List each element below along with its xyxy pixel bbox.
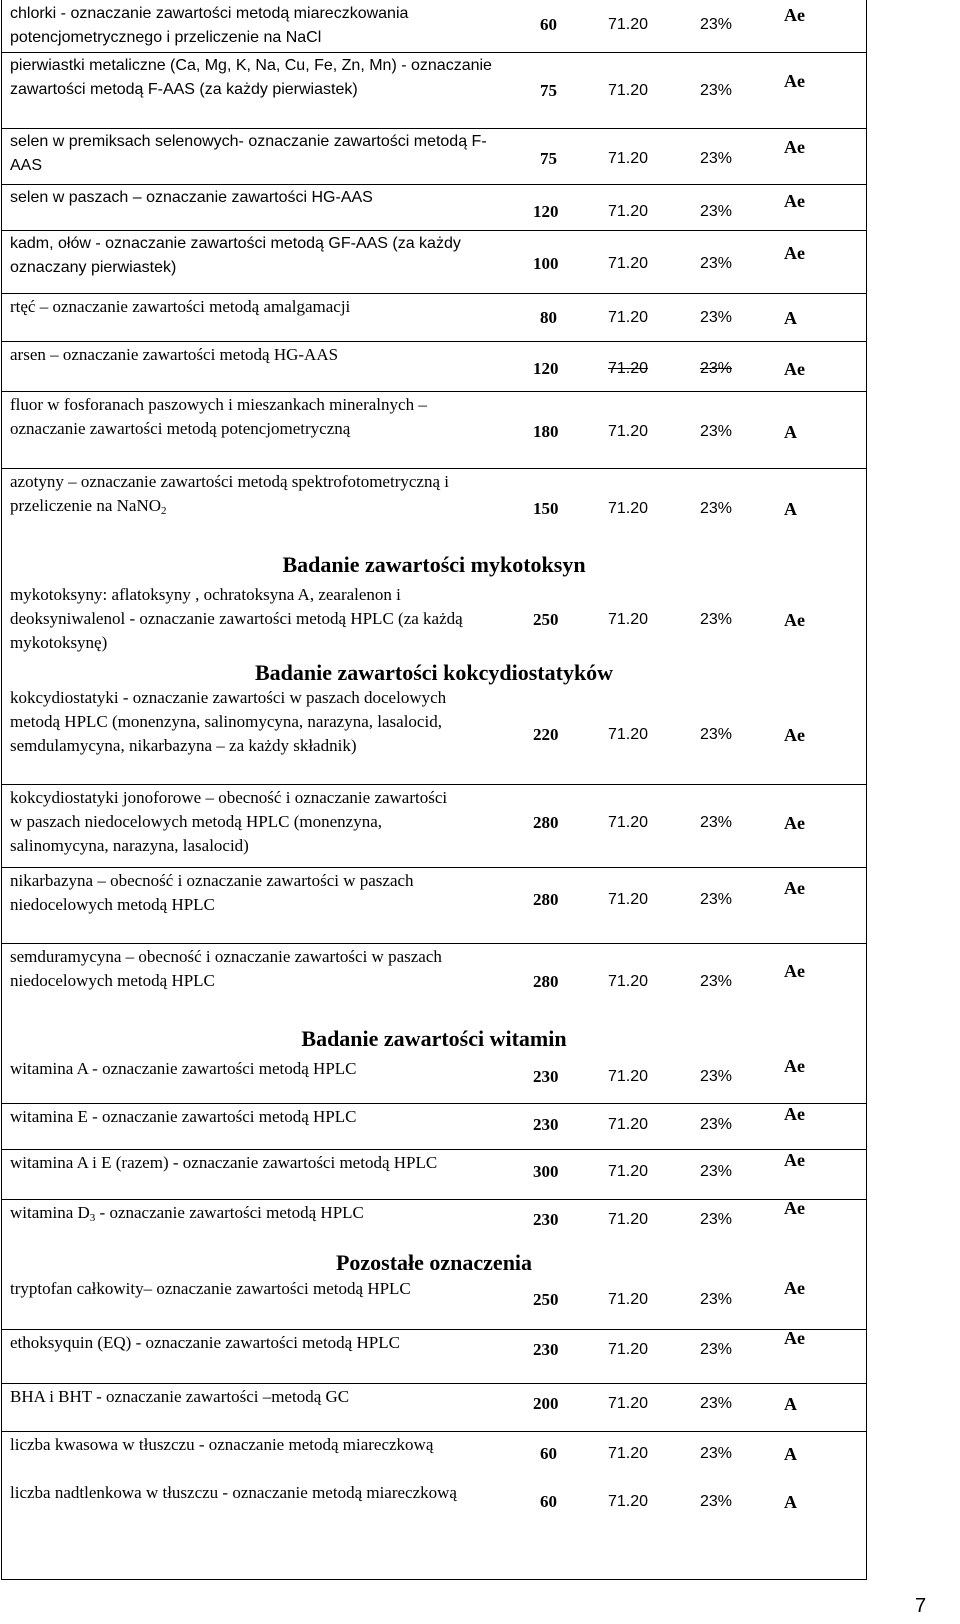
test-description (10, 869, 450, 917)
table-row (2, 341, 866, 392)
price-value: 200 (533, 1394, 559, 1413)
description-text: semduramycyna – obecność i oznaczanie zawartości w paszach niedocelowych metodą HPLC (10, 947, 442, 990)
table-row (2, 1479, 866, 1531)
vat-value: 23% (700, 309, 733, 326)
table-row (2, 1199, 866, 1243)
vat-value: 23% (700, 255, 733, 272)
rate-value: 71.20 (608, 1116, 649, 1133)
price-value: 60 (540, 1492, 557, 1511)
accreditation-mark: A (784, 308, 797, 328)
price-value: 180 (533, 422, 559, 441)
table-row (2, 1431, 866, 1479)
description-text: liczba kwasowa w tłuszczu - oznaczanie metodą miareczkową (10, 1435, 434, 1454)
test-description (10, 1057, 530, 1081)
vat-value: 23% (700, 423, 733, 440)
vat-value: 23% (700, 500, 733, 517)
price-value: 230 (533, 1115, 559, 1134)
test-description (10, 343, 510, 367)
accreditation-mark: Ae (784, 1104, 805, 1124)
price-value: 280 (533, 972, 559, 991)
table-row (2, 293, 866, 342)
table-row (2, 468, 866, 545)
section-heading: Badanie zawartości witamin (301, 1026, 567, 1051)
table-row (2, 943, 866, 1019)
accreditation-mark: Ae (784, 961, 805, 981)
price-value: 75 (540, 149, 557, 168)
vat-value: 23% (700, 1116, 733, 1133)
vat-value: 23% (700, 82, 733, 99)
accreditation-mark: A (784, 1444, 797, 1464)
description-text: BHA i BHT - oznaczanie zawartości –metodą GC (10, 1387, 350, 1406)
price-value: 250 (533, 610, 559, 629)
test-description (10, 2, 500, 50)
vat-value: 23% (700, 1163, 733, 1180)
accreditation-mark: A (784, 422, 797, 442)
description-text: chlorki - oznaczanie zawartości metodą miareczkowania potencjometrycznego i przeliczenie na NaCl (10, 5, 409, 46)
test-description (10, 232, 500, 280)
rate-value: 71.20 (608, 1395, 649, 1412)
accreditation-mark: Ae (784, 137, 805, 157)
rate-value: 71.20 (608, 1211, 649, 1228)
description-text: arsen – oznaczanie zawartości metodą HG-AAS (10, 345, 339, 364)
description-text: fluor w fosforanach paszowych i mieszankach mineralnych – oznaczanie zawartości metodą potencjometryczną (10, 395, 427, 438)
test-description (10, 1277, 450, 1301)
vat-value: 23% (700, 814, 733, 831)
accreditation-mark: Ae (784, 191, 805, 211)
description-text: kokcydiostatyki - oznaczanie zawartości w paszach docelowych metodą HPLC (monenzyna, salinomycyna, narazyna, lasalocid, semdulamycyna, nikarbazyna – za każdy składnik) (10, 688, 447, 755)
description-text: witamina D (10, 1203, 90, 1222)
description-text: kokcydiostatyki jonoforowe – obecność i oznaczanie zawartości w paszach niedocelowych metodą HPLC (monenzyna, salinomycyna, narazyna, lasalocid) (10, 788, 448, 855)
test-description (10, 686, 490, 758)
test-description (10, 786, 450, 858)
accreditation-mark: Ae (784, 359, 805, 379)
vat-value: 23% (700, 1493, 733, 1510)
accreditation-mark: A (784, 1394, 797, 1414)
rate-value: 71.20 (608, 500, 649, 517)
rate-value: 71.20 (608, 1341, 649, 1358)
vat-value: 23% (700, 891, 733, 908)
table-row (2, 128, 866, 185)
rate-value: 71.20 (608, 973, 649, 990)
rate-value: 71.20 (608, 82, 649, 99)
description-text: witamina A - oznaczanie zawartości metodą HPLC (10, 1059, 357, 1078)
description-text: mykotoksyny: aflatoksyny , ochratoksyna A, zearalenon i deoksyniwalenol - oznaczanie zawartości metodą HPLC (za każdą mykotoksynę) (10, 585, 463, 652)
rate-value: 71.20 (608, 255, 649, 272)
vat-value: 23% (700, 1291, 733, 1308)
rate-value: 71.20 (608, 423, 649, 440)
table-row (2, 0, 866, 53)
price-value: 300 (533, 1162, 559, 1181)
vat-value: 23% (700, 203, 733, 220)
test-description (10, 470, 450, 523)
table-row (2, 52, 866, 129)
table-row (2, 391, 866, 469)
accreditation-mark: Ae (784, 878, 805, 898)
description-text: liczba nadtlenkowa w tłuszczu - oznaczanie metodą miareczkową (10, 1483, 457, 1502)
test-description (10, 393, 450, 441)
rate-value: 71.20 (608, 1291, 649, 1308)
description-text: selen w paszach – oznaczanie zawartości HG-AAS (10, 189, 373, 206)
test-description (10, 130, 500, 178)
price-value: 220 (533, 725, 559, 744)
price-value: 230 (533, 1210, 559, 1229)
description-text: rtęć – oznaczanie zawartości metodą amalgamacji (10, 297, 351, 316)
accreditation-mark: Ae (784, 1198, 805, 1218)
description-text: pierwiastki metaliczne (Ca, Mg, K, Na, Cu, Fe, Zn, Mn) - oznaczanie zawartości metodą F-AAS (za każdy pierwiastek) (10, 57, 492, 98)
section-heading: Badanie zawartości kokcydiostatyków (254, 660, 614, 685)
test-description (10, 1331, 510, 1355)
table-row (2, 1055, 866, 1104)
rate-value: 71.20 (608, 1163, 649, 1180)
rate-value: 71.20 (608, 360, 649, 377)
rate-value: 71.20 (608, 1445, 649, 1462)
price-value: 60 (540, 15, 557, 34)
vat-value: 23% (700, 360, 733, 377)
accreditation-mark: Ae (784, 813, 805, 833)
accreditation-mark: Ae (784, 1278, 805, 1298)
vat-value: 23% (700, 150, 733, 167)
description-text: ethoksyquin (EQ) - oznaczanie zawartości metodą HPLC (10, 1333, 400, 1352)
table-row (2, 230, 866, 294)
vat-value: 23% (700, 1341, 733, 1358)
description-subscript: 2 (161, 505, 167, 517)
vat-value: 23% (700, 1445, 733, 1462)
test-description (10, 1481, 470, 1505)
accreditation-mark: Ae (784, 243, 805, 263)
accreditation-mark: A (784, 1492, 797, 1512)
description-text-tail: - oznaczanie zawartości metodą HPLC (95, 1203, 364, 1222)
test-description (10, 945, 470, 993)
price-value: 120 (533, 202, 559, 221)
description-text: tryptofan całkowity– oznaczanie zawartości metodą HPLC (10, 1279, 411, 1298)
table-row (2, 784, 866, 868)
price-value: 280 (533, 813, 559, 832)
rate-value: 71.20 (608, 814, 649, 831)
description-text: azotyny – oznaczanie zawartości metodą spektrofotometryczną i przeliczenie na NaNO (10, 472, 449, 515)
accreditation-mark: Ae (784, 1056, 805, 1076)
table-row (2, 1275, 866, 1330)
test-description (10, 54, 500, 102)
rate-value: 71.20 (608, 1068, 649, 1085)
table-row (2, 867, 866, 944)
price-value: 60 (540, 1444, 557, 1463)
test-description (10, 186, 510, 210)
vat-value: 23% (700, 973, 733, 990)
price-value: 230 (533, 1067, 559, 1086)
vat-value: 23% (700, 1211, 733, 1228)
description-text: witamina E - oznaczanie zawartości metodą HPLC (10, 1107, 357, 1126)
test-description (10, 1105, 530, 1129)
rate-value: 71.20 (608, 891, 649, 908)
price-value: 150 (533, 499, 559, 518)
test-description (10, 1385, 510, 1409)
rate-value: 71.20 (608, 1493, 649, 1510)
vat-value: 23% (700, 1068, 733, 1085)
accreditation-mark: Ae (784, 1328, 805, 1348)
table-row (2, 1383, 866, 1432)
rate-value: 71.20 (608, 150, 649, 167)
accreditation-mark: Ae (784, 71, 805, 91)
section-heading: Pozostałe oznaczenia (335, 1250, 533, 1275)
price-value: 230 (533, 1340, 559, 1359)
test-description (10, 295, 510, 319)
test-description (10, 583, 490, 655)
price-value: 80 (540, 308, 557, 327)
vat-value: 23% (700, 16, 733, 33)
rate-value: 71.20 (608, 309, 649, 326)
description-text: nikarbazyna – obecność i oznaczanie zawartości w paszach niedocelowych metodą HPLC (10, 871, 414, 914)
vat-value: 23% (700, 611, 733, 628)
price-value: 120 (533, 359, 559, 378)
table-row (2, 1103, 866, 1150)
description-text: witamina A i E (razem) - oznaczanie zawartości metodą HPLC (10, 1153, 438, 1172)
table-row (2, 1149, 866, 1200)
table-row (2, 184, 866, 231)
rate-value: 71.20 (608, 726, 649, 743)
vat-value: 23% (700, 726, 733, 743)
description-text: selen w premiksach selenowych- oznaczanie zawartości metodą F-AAS (10, 133, 487, 174)
test-description (10, 1151, 480, 1175)
accreditation-mark: Ae (784, 610, 805, 630)
table-row (2, 684, 866, 785)
description-subscript: 3 (89, 1212, 96, 1224)
table-row (2, 1329, 866, 1384)
price-value: 250 (533, 1290, 559, 1309)
description-text: kadm, ołów - oznaczanie zawartości metodą GF-AAS (za każdy oznaczany pierwiastek) (10, 235, 461, 276)
accreditation-mark: Ae (784, 725, 805, 745)
table-row (2, 581, 866, 653)
vat-value: 23% (700, 1395, 733, 1412)
accreditation-mark: Ae (784, 5, 805, 25)
price-value: 100 (533, 254, 559, 273)
rate-value: 71.20 (608, 611, 649, 628)
accreditation-mark: Ae (784, 1150, 805, 1170)
section-heading: Badanie zawartości mykotoksyn (282, 552, 586, 577)
accreditation-mark: A (784, 499, 797, 519)
rate-value: 71.20 (608, 16, 649, 33)
rate-value: 71.20 (608, 203, 649, 220)
price-value: 280 (533, 890, 559, 909)
test-description (10, 1201, 530, 1230)
page-number: 7 (915, 1595, 927, 1617)
price-value: 75 (540, 81, 557, 100)
test-description (10, 1433, 440, 1457)
